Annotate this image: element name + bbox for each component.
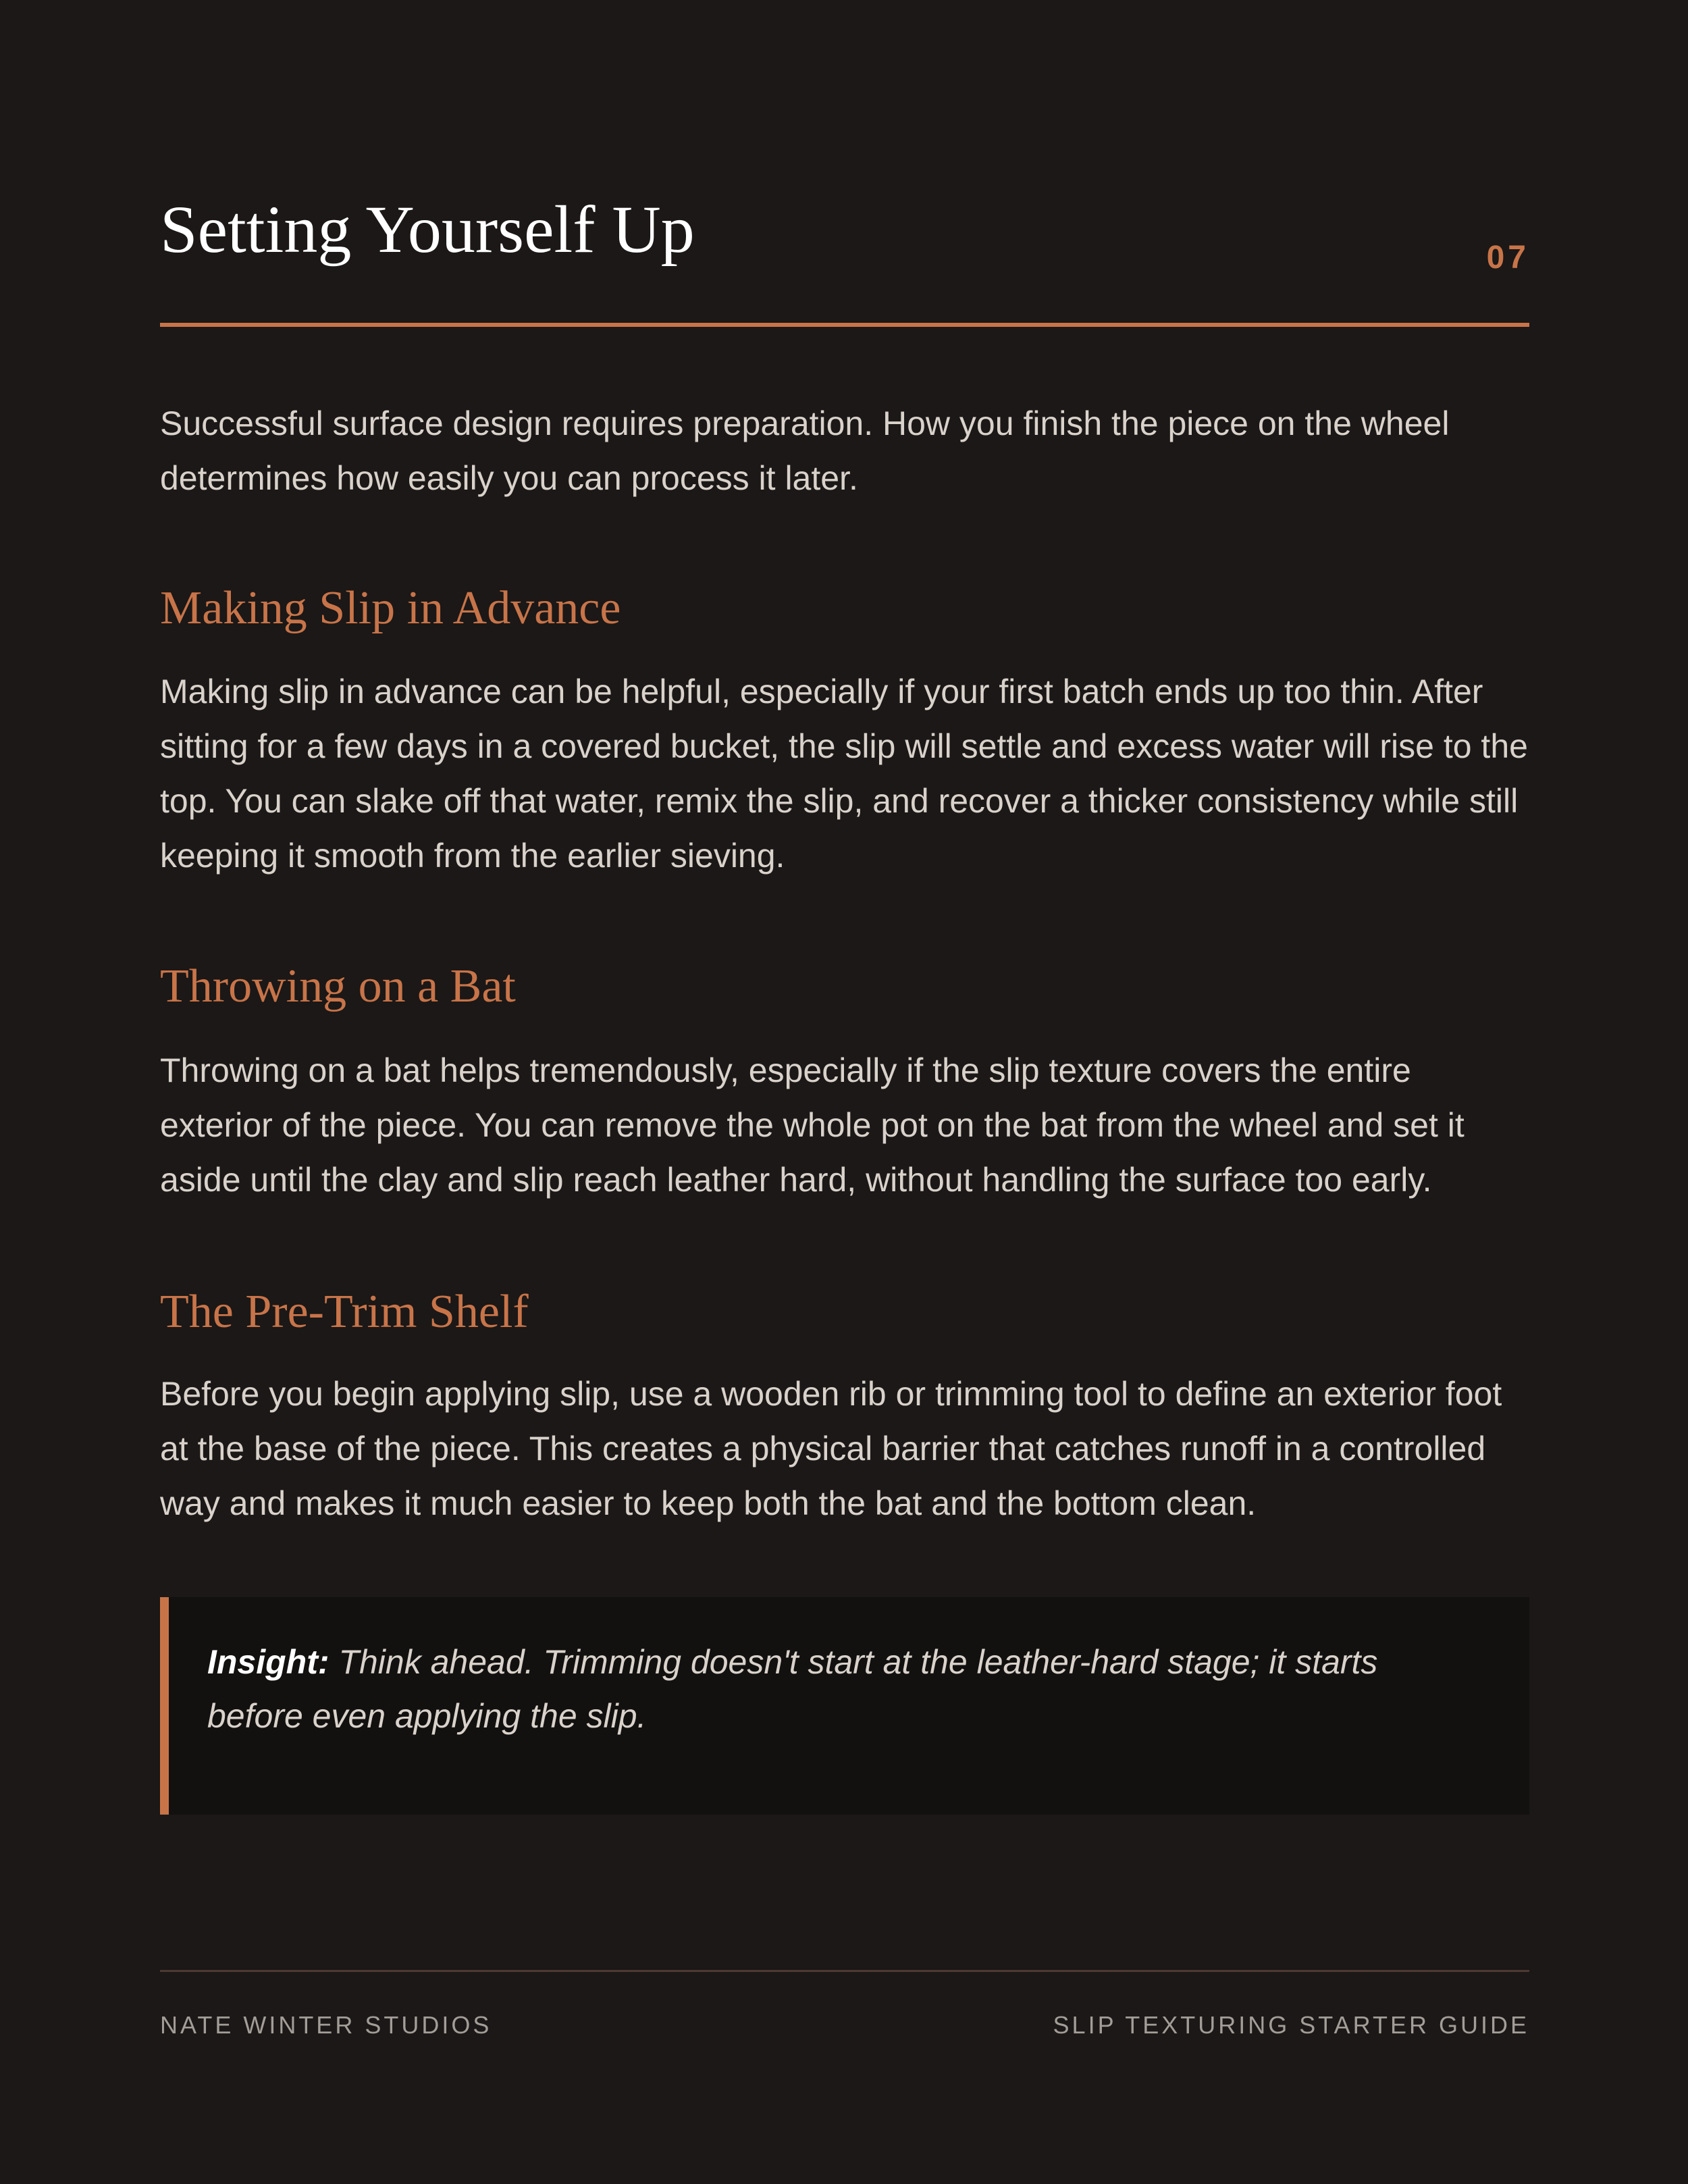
section-heading-making-slip: Making Slip in Advance (160, 582, 621, 634)
section-heading-throwing-on-bat: Throwing on a Bat (160, 960, 516, 1012)
header-divider (160, 323, 1529, 327)
intro-paragraph: Successful surface design requires preparation. How you finish the piece on the wheel determines how easily you can process it later. (160, 405, 1450, 497)
insight-callout (160, 1597, 1529, 1815)
insight-body: Think ahead. Trimming doesn't start at the leather-hard stage; it starts before even applying the slip. (207, 1643, 1378, 1735)
document-page (160, 0, 1529, 2184)
page-number: 07 (1486, 240, 1529, 276)
insight-text-block (207, 1635, 1477, 1743)
footer-studio-name: NATE WINTER STUDIOS (160, 2011, 492, 2039)
page-header (160, 189, 1529, 276)
page-title: Setting Yourself Up (160, 192, 695, 267)
footer-guide-title: SLIP TEXTURING STARTER GUIDE (1053, 2011, 1529, 2039)
insight-label: Insight: (207, 1643, 329, 1681)
section-body-making-slip: Making slip in advance can be helpful, especially if your first batch ends up too thin. After sitting for a few days in a covered bucket, the slip will settle and excess water will rise to the top. You can slake off that water, remix the slip, and recover a thicker consistency while still keeping it smooth from the earlier sieving. (160, 673, 1528, 875)
section-heading-pre-trim-shelf: The Pre-Trim Shelf (160, 1286, 529, 1338)
footer-divider (160, 1970, 1529, 1972)
section-body-pre-trim-shelf: Before you begin applying slip, use a wooden rib or trimming tool to define an exterior foot at the base of the piece. This creates a physical barrier that catches runoff in a controlled way and makes it much easier to keep both the bat and the bottom clean. (160, 1375, 1502, 1522)
section-body-throwing-on-bat: Throwing on a bat helps tremendously, especially if the slip texture covers the entire exterior of the piece. You can remove the whole pot on the bat from the wheel and set it aside until the clay and slip reach leather hard, without handling the surface too early. (160, 1051, 1465, 1199)
